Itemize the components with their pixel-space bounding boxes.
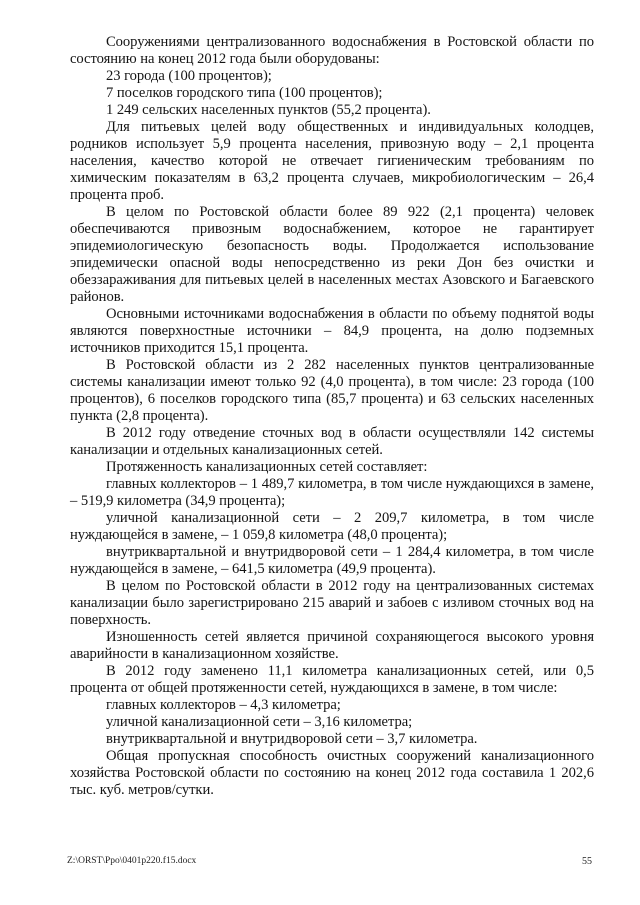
paragraph-accidents: В целом по Ростовской области в 2012 году на централизованных системах канализации было зарегистрировано 215 аварий и забоев с изливом сточных вод на поверхность. <box>70 578 594 628</box>
list-item-replaced-yard: внутриквартальной и внутридворовой сети – 3,7 километра. <box>106 731 478 747</box>
list-item-cities: 23 города (100 процентов); <box>106 68 272 84</box>
document-body <box>70 34 594 799</box>
paragraph-wells-springs: Для питьевых целей воду общественных и индивидуальных колодцев, родников использует 5,9 процента населения, привозную воду – 2,1 процента населения, качество которой не отвечает гигиеническим требованиям по химическим показателям в 63,2 процента случаев, микробиологическим – 26,4 процента проб. <box>70 119 594 203</box>
paragraph-water-sources: Основными источниками водоснабжения в области по объему поднятой воды являются поверхностные источники – 84,9 процента, на долю подземных источников приходится 15,1 процента. <box>70 306 594 356</box>
paragraph-treatment-capacity: Общая пропускная способность очистных сооружений канализационного хозяйства Ростовской области по состоянию на конец 2012 года составила 1 202,6 тыс. куб. метров/сутки. <box>70 748 594 798</box>
list-item-urban-settlements: 7 поселков городского типа (100 процентов); <box>106 85 383 101</box>
paragraph-network-length: Протяженность канализационных сетей составляет: <box>106 459 428 475</box>
paragraph-sewerage-systems: В Ростовской области из 2 282 населенных пунктов централизованные системы канализации имеют только 92 (4,0 процента), в том числе: 23 города (100 процентов), 6 поселков городского типа (85,7 процента) и 63 сельских населенных пункта (2,8 процента). <box>70 357 594 424</box>
list-item-street-network: уличной канализационной сети – 2 209,7 километра, в том числе нуждающейся в замене, – 1 059,8 километра (48,0 процента); <box>70 510 594 543</box>
list-item-replaced-collectors: главных коллекторов – 4,3 километра; <box>106 697 341 713</box>
footer-file-path: Z:\ORST\Ppo\0401p220.f15.docx <box>67 856 197 866</box>
paragraph-wastewater-2012: В 2012 году отведение сточных вод в области осуществляли 142 системы канализации и отдельных канализационных сетей. <box>70 425 594 458</box>
list-item-yard-network: внутриквартальной и внутридворовой сети – 1 284,4 километра, в том числе нуждающейся в замене, – 641,5 километра (49,9 процента). <box>70 544 594 577</box>
page-number: 55 <box>582 856 592 867</box>
list-item-replaced-street: уличной канализационной сети – 3,16 километра; <box>106 714 413 730</box>
paragraph-replaced-networks: В 2012 году заменено 11,1 километра канализационных сетей, или 0,5 процента от общей протяженности сетей, нуждающихся в замене, в том числе: <box>70 663 594 696</box>
paragraph-network-wear: Изношенность сетей является причиной сохраняющегося высокого уровня аварийности в канализационном хозяйстве. <box>70 629 594 662</box>
paragraph-delivered-water: В целом по Ростовской области более 89 922 (2,1 процента) человек обеспечиваются привозным водоснабжением, которое не гарантирует эпидемиологическую безопасность воды. Продолжается использование эпидемически опасной воды непосредственно из реки Дон без очистки и обеззараживания для питьевых целей в населенных местах Азовского и Багаевского районов. <box>70 204 594 305</box>
list-item-rural-settlements: 1 249 сельских населенных пунктов (55,2 процента). <box>106 102 431 118</box>
paragraph-water-supply-intro: Сооружениями централизованного водоснабжения в Ростовской области по состоянию на конец 2012 года были оборудованы: <box>70 34 594 67</box>
list-item-main-collectors: главных коллекторов – 1 489,7 километра, в том числе нуждающихся в замене, – 519,9 километра (34,9 процента); <box>70 476 594 509</box>
